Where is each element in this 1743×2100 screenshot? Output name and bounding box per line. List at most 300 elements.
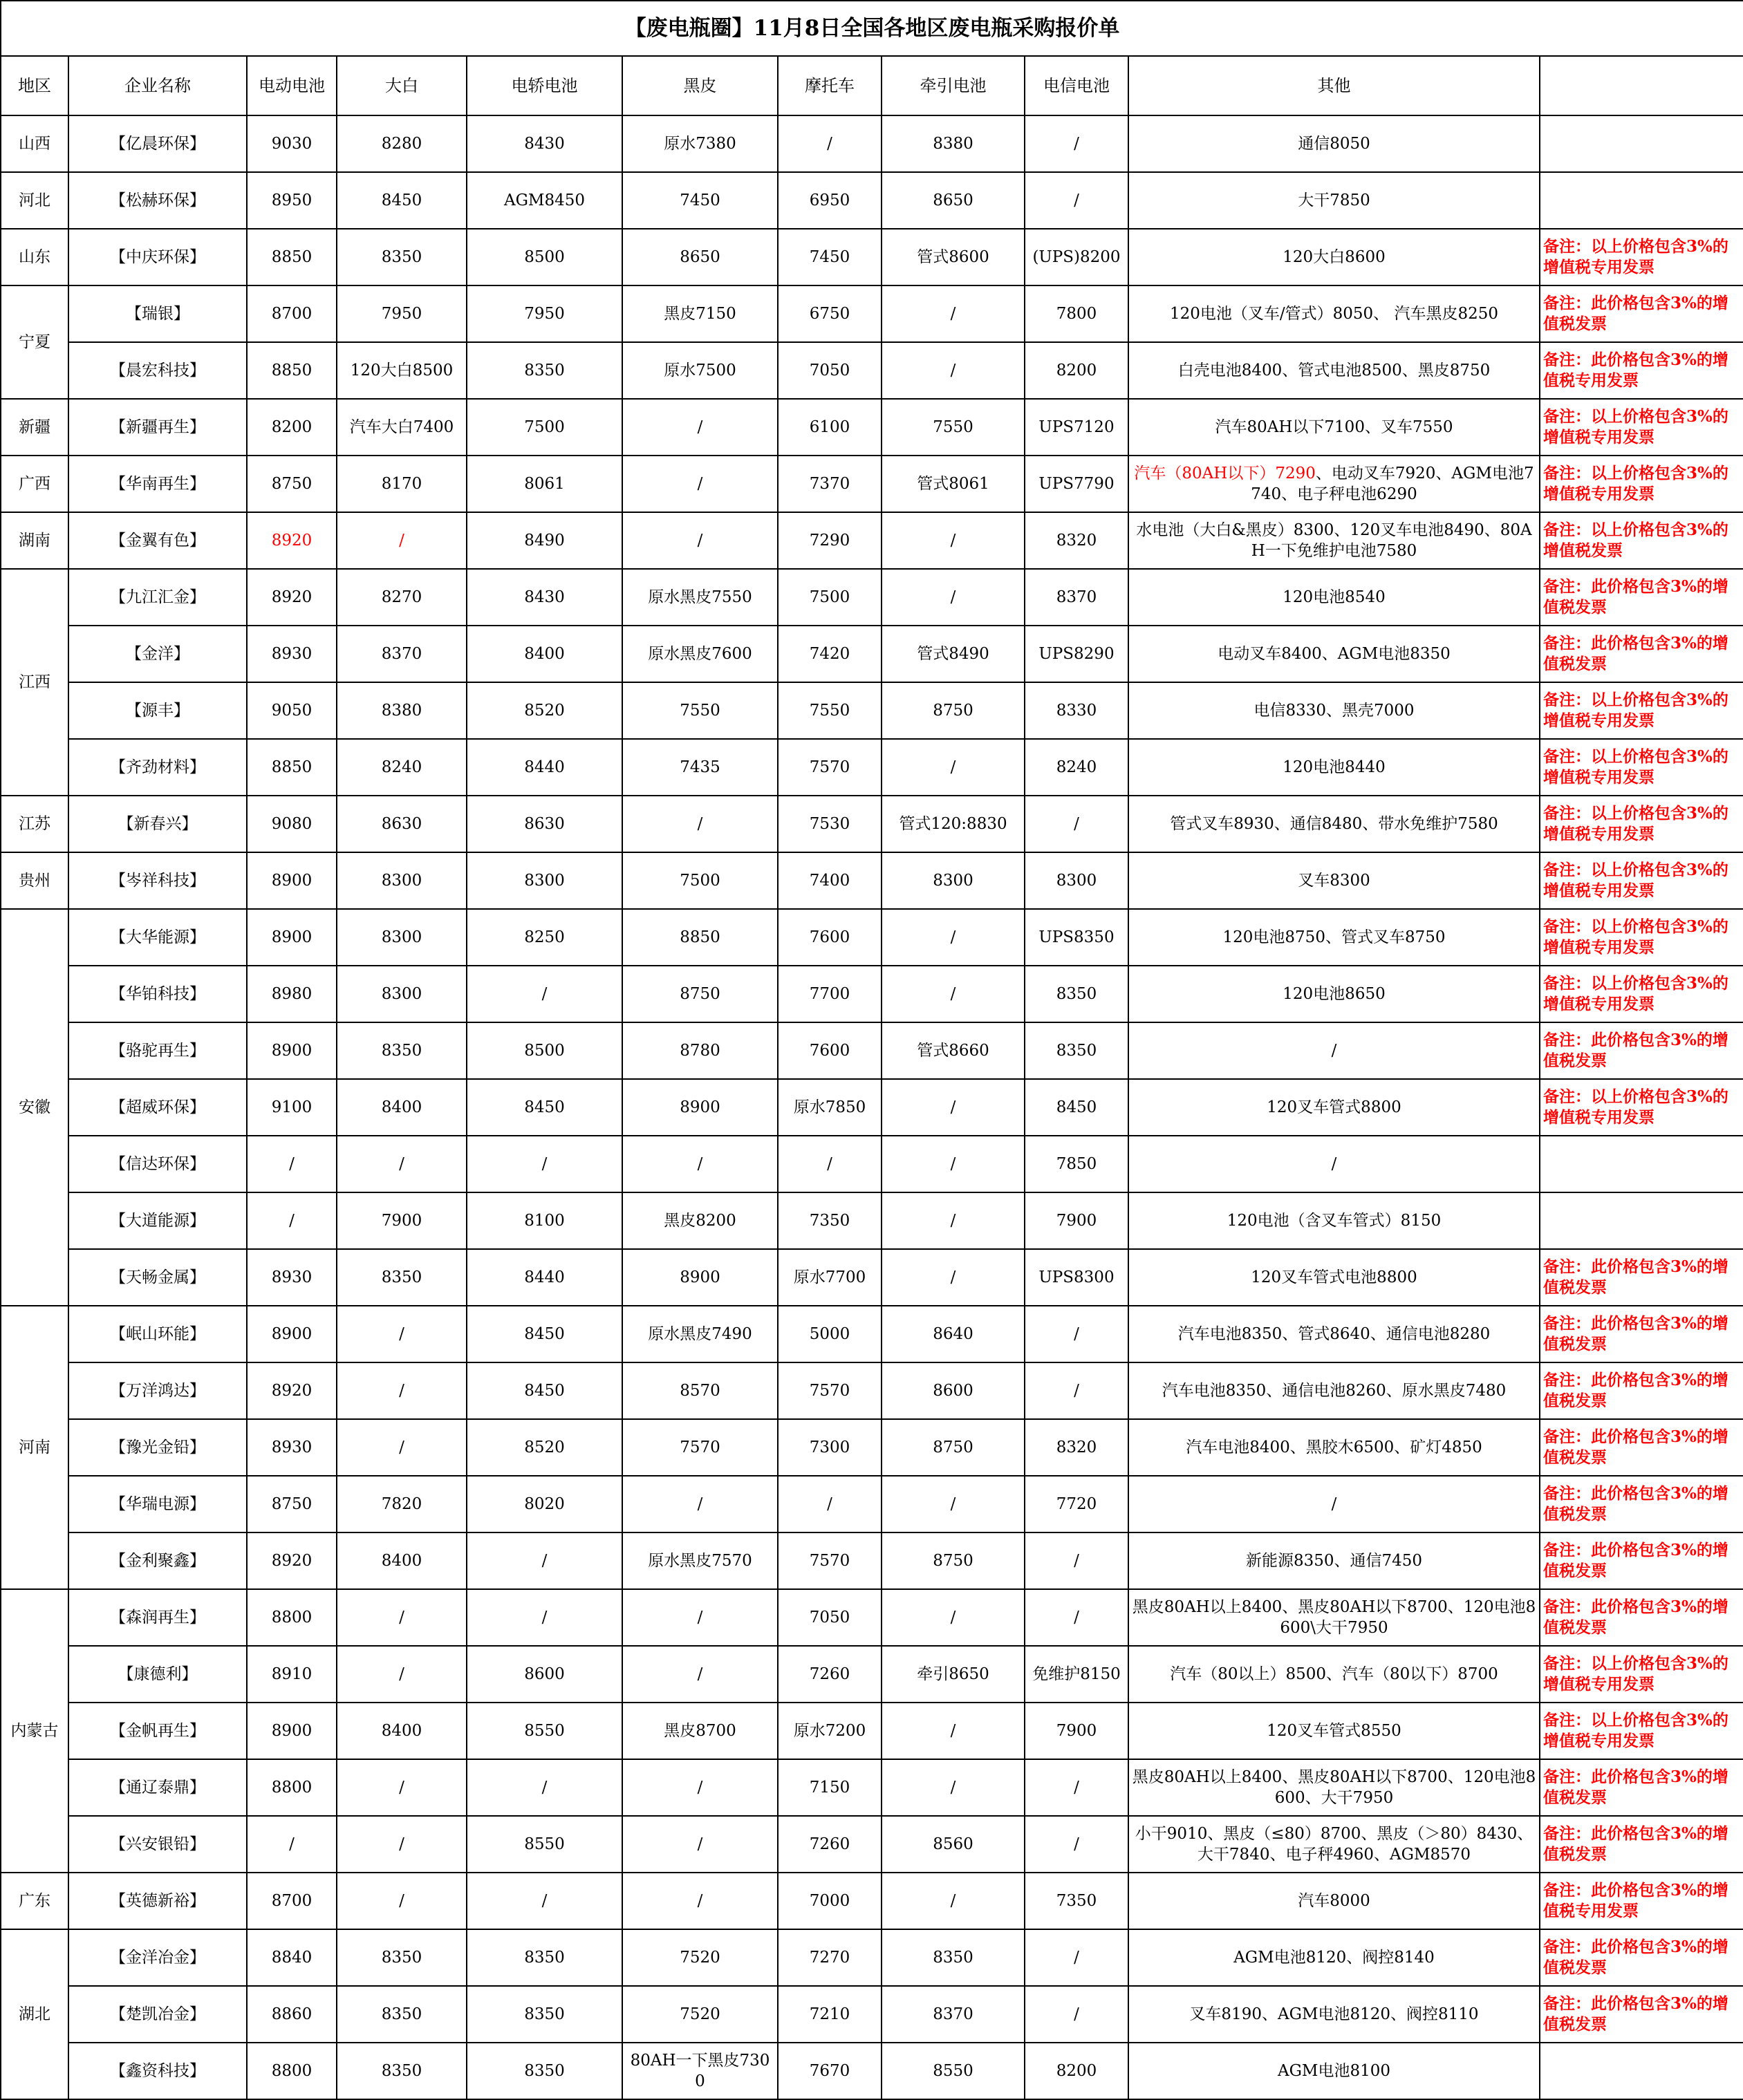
note-cell: 备注：此价格包含3%的增值税发票: [1540, 626, 1743, 682]
ev-battery-cell: 8700: [247, 1873, 337, 1929]
ev-battery-cell: 8750: [247, 456, 337, 512]
dianjiao-battery-cell: 8020: [467, 1476, 622, 1532]
company-name-cell: 【豫光金铅】: [68, 1419, 247, 1476]
header-row: [1, 56, 1743, 115]
note-cell: 备注：以上价格包含3%的增值税专用发票: [1540, 456, 1743, 512]
other-cell: 120叉车管式8800: [1128, 1079, 1540, 1136]
note-cell: 备注：此价格包含3%的增值税发票: [1540, 1476, 1743, 1532]
company-name-cell: 【金翼有色】: [68, 512, 247, 569]
telecom-battery-cell: 8370: [1025, 569, 1128, 626]
region-cell: 安徽: [1, 909, 68, 1306]
dabai-cell: 8300: [337, 909, 467, 966]
dianjiao-battery-cell: 8450: [467, 1079, 622, 1136]
other-cell: 叉车8300: [1128, 852, 1540, 909]
note-cell: 备注：以上价格包含3%的增值税专用发票: [1540, 909, 1743, 966]
heipi-cell: /: [622, 512, 778, 569]
ev-battery-cell: 9050: [247, 682, 337, 739]
telecom-battery-cell: 7350: [1025, 1873, 1128, 1929]
company-name-cell: 【康德利】: [68, 1646, 247, 1703]
region-cell: 广东: [1, 1873, 68, 1929]
header-dabai: 大白: [337, 56, 467, 115]
telecom-battery-cell: /: [1025, 1986, 1128, 2043]
telecom-battery-cell: /: [1025, 172, 1128, 229]
motorcycle-cell: 7260: [778, 1646, 882, 1703]
company-name-cell: 【晨宏科技】: [68, 342, 247, 399]
note-cell: 备注：此价格包含3%的增值税发票: [1540, 1986, 1743, 2043]
company-name-cell: 【大道能源】: [68, 1192, 247, 1249]
dabai-cell: 8350: [337, 229, 467, 285]
other-cell: /: [1128, 1476, 1540, 1532]
table-row: [1, 342, 1743, 399]
heipi-cell: 7570: [622, 1419, 778, 1476]
company-name-cell: 【信达环保】: [68, 1136, 247, 1192]
dianjiao-battery-cell: 8600: [467, 1646, 622, 1703]
ev-battery-cell: 8850: [247, 739, 337, 796]
ev-battery-cell: 8840: [247, 1929, 337, 1986]
region-cell: 江苏: [1, 796, 68, 852]
other-cell: 叉车8190、AGM电池8120、阀控8110: [1128, 1986, 1540, 2043]
dianjiao-battery-cell: /: [467, 966, 622, 1022]
motorcycle-cell: 6950: [778, 172, 882, 229]
note-cell: 备注：此价格包含3%的增值税发票: [1540, 285, 1743, 342]
motorcycle-cell: /: [778, 1136, 882, 1192]
telecom-battery-cell: (UPS)8200: [1025, 229, 1128, 285]
motorcycle-cell: 7270: [778, 1929, 882, 1986]
table-row: [1, 1419, 1743, 1476]
dabai-cell: /: [337, 1646, 467, 1703]
dianjiao-battery-cell: 8250: [467, 909, 622, 966]
note-cell: 备注：此价格包含3%的增值税发票: [1540, 569, 1743, 626]
note-cell: 备注：以上价格包含3%的增值税专用发票: [1540, 399, 1743, 456]
dianjiao-battery-cell: 8400: [467, 626, 622, 682]
telecom-battery-cell: 8240: [1025, 739, 1128, 796]
table-row: [1, 456, 1743, 512]
heipi-cell: /: [622, 1476, 778, 1532]
motorcycle-cell: /: [778, 1476, 882, 1532]
heipi-cell: /: [622, 1646, 778, 1703]
dabai-cell: /: [337, 1136, 467, 1192]
note-cell: 备注：以上价格包含3%的增值税专用发票: [1540, 739, 1743, 796]
motorcycle-cell: 7150: [778, 1759, 882, 1816]
other-cell: 汽车8000: [1128, 1873, 1540, 1929]
note-cell: 备注：此价格包含3%的增值税发票: [1540, 1306, 1743, 1362]
region-cell: 山西: [1, 115, 68, 172]
region-cell: 贵州: [1, 852, 68, 909]
company-name-cell: 【金洋冶金】: [68, 1929, 247, 1986]
traction-battery-cell: /: [882, 342, 1025, 399]
telecom-battery-cell: /: [1025, 1589, 1128, 1646]
telecom-battery-cell: 7900: [1025, 1703, 1128, 1759]
company-name-cell: 【森润再生】: [68, 1589, 247, 1646]
region-cell: 河北: [1, 172, 68, 229]
company-name-cell: 【源丰】: [68, 682, 247, 739]
dabai-cell: 7900: [337, 1192, 467, 1249]
heipi-cell: 原水黑皮7490: [622, 1306, 778, 1362]
ev-battery-cell: /: [247, 1816, 337, 1873]
dianjiao-battery-cell: 8490: [467, 512, 622, 569]
traction-battery-cell: 8350: [882, 1929, 1025, 1986]
other-cell: 汽车80AH以下7100、叉车7550: [1128, 399, 1540, 456]
motorcycle-cell: 7550: [778, 682, 882, 739]
company-name-cell: 【岑祥科技】: [68, 852, 247, 909]
dianjiao-battery-cell: AGM8450: [467, 172, 622, 229]
other-text: 、电动叉车7920、AGM电池7740、电子秤电池6290: [1251, 465, 1534, 503]
dianjiao-battery-cell: 8350: [467, 2043, 622, 2099]
heipi-cell: /: [622, 1136, 778, 1192]
traction-battery-cell: /: [882, 909, 1025, 966]
ev-battery-cell: 8800: [247, 1759, 337, 1816]
traction-battery-cell: /: [882, 739, 1025, 796]
region-cell: 河南: [1, 1306, 68, 1589]
note-cell: 备注：以上价格包含3%的增值税专用发票: [1540, 1703, 1743, 1759]
motorcycle-cell: 5000: [778, 1306, 882, 1362]
dabai-cell: 120大白8500: [337, 342, 467, 399]
heipi-cell: /: [622, 1589, 778, 1646]
motorcycle-cell: 7570: [778, 739, 882, 796]
note-cell: 备注：此价格包含3%的增值税发票: [1540, 1816, 1743, 1873]
table-row: [1, 512, 1743, 569]
telecom-battery-cell: UPS7120: [1025, 399, 1128, 456]
header-ev-battery: 电动电池: [247, 56, 337, 115]
table-row: [1, 1532, 1743, 1589]
company-name-cell: 【英德新裕】: [68, 1873, 247, 1929]
telecom-battery-cell: 8320: [1025, 512, 1128, 569]
heipi-cell: 8650: [622, 229, 778, 285]
title-row: [1, 1, 1743, 56]
other-cell: 120电池（含叉车管式）8150: [1128, 1192, 1540, 1249]
heipi-cell: 原水7500: [622, 342, 778, 399]
telecom-battery-cell: 8320: [1025, 1419, 1128, 1476]
traction-battery-cell: /: [882, 285, 1025, 342]
other-cell: 小干9010、黑皮（≤80）8700、黑皮（＞80）8430、大干7840、电子秤4960、AGM8570: [1128, 1816, 1540, 1873]
motorcycle-cell: 7670: [778, 2043, 882, 2099]
note-cell: 备注：以上价格包含3%的增值税专用发票: [1540, 1646, 1743, 1703]
note-cell: [1540, 2043, 1743, 2099]
table-row: [1, 115, 1743, 172]
region-cell: 湖南: [1, 512, 68, 569]
heipi-cell: 原水黑皮7550: [622, 569, 778, 626]
note-cell: [1540, 172, 1743, 229]
motorcycle-cell: 7600: [778, 1022, 882, 1079]
dianjiao-battery-cell: /: [467, 1136, 622, 1192]
other-cell: 电动叉车8400、AGM电池8350: [1128, 626, 1540, 682]
other-cell: 120电池8540: [1128, 569, 1540, 626]
company-name-cell: 【金利聚鑫】: [68, 1532, 247, 1589]
other-cell: AGM电池8120、阀控8140: [1128, 1929, 1540, 1986]
motorcycle-cell: 原水7700: [778, 1249, 882, 1306]
dianjiao-battery-cell: 8440: [467, 739, 622, 796]
dianjiao-battery-cell: 8350: [467, 342, 622, 399]
traction-battery-cell: 管式8600: [882, 229, 1025, 285]
heipi-cell: 7520: [622, 1929, 778, 1986]
motorcycle-cell: 7290: [778, 512, 882, 569]
dianjiao-battery-cell: 8550: [467, 1703, 622, 1759]
heipi-cell: /: [622, 399, 778, 456]
traction-battery-cell: 8750: [882, 1419, 1025, 1476]
note-cell: 备注：以上价格包含3%的增值税发票: [1540, 512, 1743, 569]
company-name-cell: 【天畅金属】: [68, 1249, 247, 1306]
table-row: [1, 399, 1743, 456]
dianjiao-battery-cell: 7500: [467, 399, 622, 456]
other-cell: 通信8050: [1128, 115, 1540, 172]
company-name-cell: 【通辽泰鼎】: [68, 1759, 247, 1816]
heipi-cell: 原水黑皮7600: [622, 626, 778, 682]
traction-battery-cell: 牵引8650: [882, 1646, 1025, 1703]
ev-battery-cell: 8850: [247, 342, 337, 399]
other-cell: 汽车电池8350、管式8640、通信电池8280: [1128, 1306, 1540, 1362]
note-cell: 备注：此价格包含3%的增值税发票: [1540, 1759, 1743, 1816]
ev-battery-cell: 8900: [247, 909, 337, 966]
ev-battery-cell: 8950: [247, 172, 337, 229]
other-cell: /: [1128, 1136, 1540, 1192]
heipi-cell: 8780: [622, 1022, 778, 1079]
table-row: [1, 229, 1743, 285]
motorcycle-cell: 7350: [778, 1192, 882, 1249]
ev-battery-cell: 9030: [247, 115, 337, 172]
note-cell: [1540, 1136, 1743, 1192]
other-cell: 120电池（叉车/管式）8050、 汽车黑皮8250: [1128, 285, 1540, 342]
traction-battery-cell: 8300: [882, 852, 1025, 909]
telecom-battery-cell: 7800: [1025, 285, 1128, 342]
dianjiao-battery-cell: 8500: [467, 229, 622, 285]
company-name-cell: 【楚凯冶金】: [68, 1986, 247, 2043]
motorcycle-cell: 原水7850: [778, 1079, 882, 1136]
table-row: [1, 285, 1743, 342]
header-telecom-battery: 电信电池: [1025, 56, 1128, 115]
table-row: [1, 909, 1743, 966]
note-cell: 备注：以上价格包含3%的增值税专用发票: [1540, 1079, 1743, 1136]
telecom-battery-cell: UPS8290: [1025, 626, 1128, 682]
ev-battery-cell: 8900: [247, 1022, 337, 1079]
heipi-cell: 8900: [622, 1079, 778, 1136]
traction-battery-cell: /: [882, 1079, 1025, 1136]
dabai-cell: 8350: [337, 1249, 467, 1306]
header-heipi: 黑皮: [622, 56, 778, 115]
heipi-cell: 7500: [622, 852, 778, 909]
heipi-cell: /: [622, 456, 778, 512]
dianjiao-battery-cell: 8440: [467, 1249, 622, 1306]
motorcycle-cell: 7300: [778, 1419, 882, 1476]
company-name-cell: 【新春兴】: [68, 796, 247, 852]
telecom-battery-cell: 8330: [1025, 682, 1128, 739]
motorcycle-cell: 7050: [778, 342, 882, 399]
region-cell: 山东: [1, 229, 68, 285]
other-cell: 汽车电池8350、通信电池8260、原水黑皮7480: [1128, 1362, 1540, 1419]
ev-battery-cell: 8930: [247, 1419, 337, 1476]
motorcycle-cell: 7570: [778, 1362, 882, 1419]
heipi-cell: 黑皮8200: [622, 1192, 778, 1249]
dabai-cell: 8240: [337, 739, 467, 796]
header-note: [1540, 56, 1743, 115]
other-cell: 新能源8350、通信7450: [1128, 1532, 1540, 1589]
company-name-cell: 【中庆环保】: [68, 229, 247, 285]
dabai-cell: 8280: [337, 115, 467, 172]
region-cell: 湖北: [1, 1929, 68, 2099]
motorcycle-cell: 7400: [778, 852, 882, 909]
dianjiao-battery-cell: 7950: [467, 285, 622, 342]
company-name-cell: 【万洋鸿达】: [68, 1362, 247, 1419]
other-cell: 电信8330、黑壳7000: [1128, 682, 1540, 739]
telecom-battery-cell: UPS8350: [1025, 909, 1128, 966]
dianjiao-battery-cell: 8550: [467, 1816, 622, 1873]
heipi-cell: /: [622, 1873, 778, 1929]
table-row: [1, 1986, 1743, 2043]
company-name-cell: 【兴安银铅】: [68, 1816, 247, 1873]
table-row: [1, 1646, 1743, 1703]
company-name-cell: 【金洋】: [68, 626, 247, 682]
other-cell: 白壳电池8400、管式电池8500、黑皮8750: [1128, 342, 1540, 399]
telecom-battery-cell: 7850: [1025, 1136, 1128, 1192]
dabai-cell: 8400: [337, 1079, 467, 1136]
other-cell: AGM电池8100: [1128, 2043, 1540, 2099]
ev-battery-cell: /: [247, 1192, 337, 1249]
ev-battery-cell: 8920: [247, 569, 337, 626]
dianjiao-battery-cell: 8520: [467, 682, 622, 739]
dabai-cell: /: [337, 1306, 467, 1362]
heipi-cell: 80AH一下黑皮7300: [622, 2043, 778, 2099]
telecom-battery-cell: 8200: [1025, 2043, 1128, 2099]
traction-battery-cell: 8640: [882, 1306, 1025, 1362]
ev-battery-cell: 8930: [247, 1249, 337, 1306]
region-cell: 新疆: [1, 399, 68, 456]
dabai-cell: /: [337, 1759, 467, 1816]
dabai-cell: 8380: [337, 682, 467, 739]
heipi-cell: 7520: [622, 1986, 778, 2043]
dianjiao-battery-cell: 8100: [467, 1192, 622, 1249]
header-dianjiao-battery: 电轿电池: [467, 56, 622, 115]
other-cell: 120电池8440: [1128, 739, 1540, 796]
table-row: [1, 1136, 1743, 1192]
table-row: [1, 1362, 1743, 1419]
company-name-cell: 【金帆再生】: [68, 1703, 247, 1759]
traction-battery-cell: 8750: [882, 682, 1025, 739]
ev-battery-cell: 8200: [247, 399, 337, 456]
header-other: 其他: [1128, 56, 1540, 115]
heipi-cell: 8850: [622, 909, 778, 966]
heipi-cell: 7550: [622, 682, 778, 739]
dianjiao-battery-cell: /: [467, 1759, 622, 1816]
company-name-cell: 【岷山环能】: [68, 1306, 247, 1362]
table-row: [1, 1079, 1743, 1136]
ev-battery-cell: 8920: [247, 512, 337, 569]
telecom-battery-cell: 7720: [1025, 1476, 1128, 1532]
ev-battery-cell: 8900: [247, 1703, 337, 1759]
note-cell: [1540, 115, 1743, 172]
dianjiao-battery-cell: 8520: [467, 1419, 622, 1476]
ev-battery-cell: 8800: [247, 2043, 337, 2099]
traction-battery-cell: 管式8490: [882, 626, 1025, 682]
traction-battery-cell: 8370: [882, 1986, 1025, 2043]
dabai-cell: 8300: [337, 966, 467, 1022]
heipi-cell: 黑皮7150: [622, 285, 778, 342]
note-cell: [1540, 1192, 1743, 1249]
telecom-battery-cell: UPS7790: [1025, 456, 1128, 512]
dabai-cell: /: [337, 512, 467, 569]
motorcycle-cell: 7050: [778, 1589, 882, 1646]
traction-battery-cell: 8600: [882, 1362, 1025, 1419]
other-cell: 120电池8650: [1128, 966, 1540, 1022]
telecom-battery-cell: /: [1025, 1306, 1128, 1362]
heipi-cell: 8900: [622, 1249, 778, 1306]
dianjiao-battery-cell: 8430: [467, 569, 622, 626]
motorcycle-cell: /: [778, 115, 882, 172]
traction-battery-cell: /: [882, 1759, 1025, 1816]
ev-battery-cell: 8910: [247, 1646, 337, 1703]
sheet-title: 【废电瓶圈】11月8日全国各地区废电瓶采购报价单: [1, 1, 1743, 56]
dianjiao-battery-cell: /: [467, 1873, 622, 1929]
ev-battery-cell: 8700: [247, 285, 337, 342]
traction-battery-cell: 8380: [882, 115, 1025, 172]
traction-battery-cell: 8560: [882, 1816, 1025, 1873]
note-cell: 备注：以上价格包含3%的增值税专用发票: [1540, 966, 1743, 1022]
dabai-cell: 8350: [337, 1022, 467, 1079]
dabai-cell: 8170: [337, 456, 467, 512]
telecom-battery-cell: /: [1025, 115, 1128, 172]
note-cell: 备注：此价格包含3%的增值税发票: [1540, 1929, 1743, 1986]
heipi-cell: /: [622, 1759, 778, 1816]
motorcycle-cell: 7210: [778, 1986, 882, 2043]
dabai-cell: 8270: [337, 569, 467, 626]
table-row: [1, 796, 1743, 852]
heipi-cell: 7435: [622, 739, 778, 796]
telecom-battery-cell: /: [1025, 1759, 1128, 1816]
table-row: [1, 1703, 1743, 1759]
dabai-cell: 7820: [337, 1476, 467, 1532]
traction-battery-cell: /: [882, 1136, 1025, 1192]
dianjiao-battery-cell: 8450: [467, 1306, 622, 1362]
traction-battery-cell: 8550: [882, 2043, 1025, 2099]
company-name-cell: 【鑫资科技】: [68, 2043, 247, 2099]
traction-battery-cell: /: [882, 966, 1025, 1022]
dabai-cell: 8350: [337, 1929, 467, 1986]
region-cell: 江西: [1, 569, 68, 796]
other-cell: [1128, 456, 1540, 512]
dabai-cell: /: [337, 1419, 467, 1476]
motorcycle-cell: 7570: [778, 1532, 882, 1589]
table-row: [1, 1929, 1743, 1986]
motorcycle-cell: 原水7200: [778, 1703, 882, 1759]
table-row: [1, 2043, 1743, 2099]
traction-battery-cell: /: [882, 1249, 1025, 1306]
other-cell: 水电池（大白&黑皮）8300、120叉车电池8490、80AH一下免维护电池7580: [1128, 512, 1540, 569]
traction-battery-cell: 管式8061: [882, 456, 1025, 512]
other-cell: 汽车（80以上）8500、汽车（80以下）8700: [1128, 1646, 1540, 1703]
note-cell: 备注：此价格包含3%的增值税发票: [1540, 1362, 1743, 1419]
traction-battery-cell: /: [882, 1192, 1025, 1249]
table-row: [1, 1476, 1743, 1532]
header-motorcycle: 摩托车: [778, 56, 882, 115]
note-cell: 备注：此价格包含3%的增值税发票: [1540, 1419, 1743, 1476]
traction-battery-cell: /: [882, 1873, 1025, 1929]
dabai-cell: /: [337, 1873, 467, 1929]
telecom-battery-cell: UPS8300: [1025, 1249, 1128, 1306]
heipi-cell: 原水7380: [622, 115, 778, 172]
table-row: [1, 626, 1743, 682]
other-cell: /: [1128, 1022, 1540, 1079]
ev-battery-cell: 8900: [247, 852, 337, 909]
table-row: [1, 172, 1743, 229]
header-company: 企业名称: [68, 56, 247, 115]
ev-battery-cell: 8860: [247, 1986, 337, 2043]
dianjiao-battery-cell: /: [467, 1532, 622, 1589]
dabai-cell: 8630: [337, 796, 467, 852]
motorcycle-cell: 6750: [778, 285, 882, 342]
dabai-cell: 8370: [337, 626, 467, 682]
dianjiao-battery-cell: 8300: [467, 852, 622, 909]
telecom-battery-cell: /: [1025, 796, 1128, 852]
ev-battery-cell: 8850: [247, 229, 337, 285]
telecom-battery-cell: 8300: [1025, 852, 1128, 909]
